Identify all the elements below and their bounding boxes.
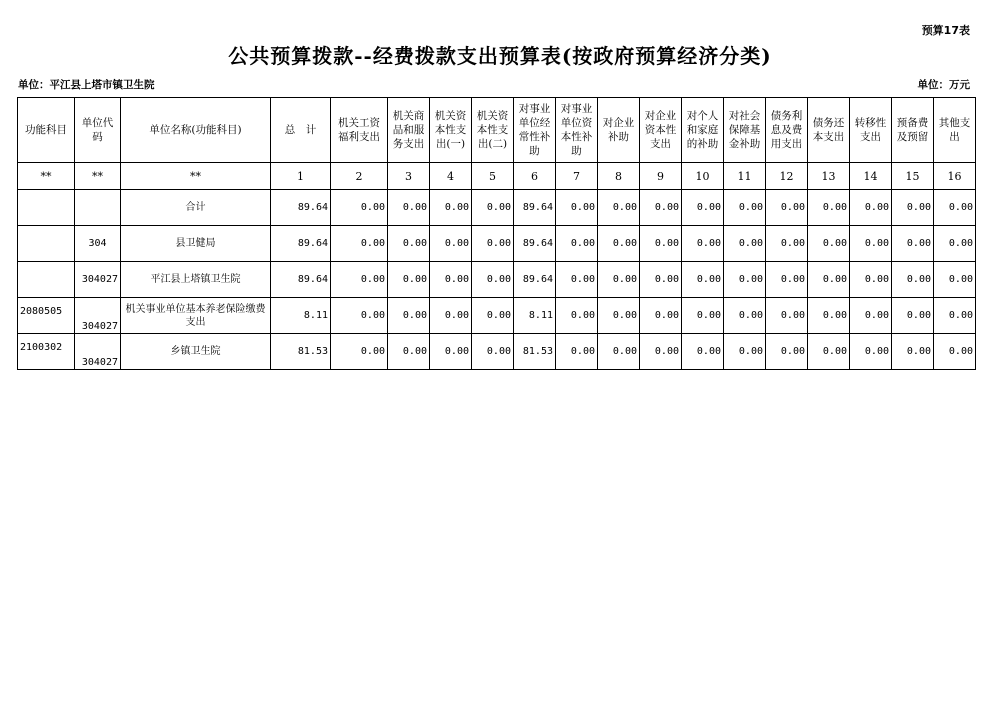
col-header: 总 计 xyxy=(271,98,331,163)
value-cell: 0.00 xyxy=(598,226,640,262)
value-cell: 0.00 xyxy=(331,190,388,226)
col-header: 对社会保障基金补助 xyxy=(724,98,766,163)
value-cell: 0.00 xyxy=(808,298,850,334)
value-cell: 0.00 xyxy=(640,262,682,298)
value-cell: 0.00 xyxy=(934,298,976,334)
value-cell: 0.00 xyxy=(892,190,934,226)
value-cell: 0.00 xyxy=(892,226,934,262)
value-cell: 0.00 xyxy=(724,334,766,370)
value-cell: 0.00 xyxy=(850,262,892,298)
value-cell: 0.00 xyxy=(640,190,682,226)
budget-table xyxy=(17,97,976,370)
col-header: 债务利息及费用支出 xyxy=(766,98,808,163)
value-cell: 0.00 xyxy=(331,334,388,370)
unit-code-cell: 304027 xyxy=(75,298,121,334)
func-code-cell xyxy=(18,190,75,226)
col-header: 对企业资本性支出 xyxy=(640,98,682,163)
func-code-cell xyxy=(18,262,75,298)
value-cell: 0.00 xyxy=(934,226,976,262)
index-cell: 4 xyxy=(430,163,472,190)
value-cell: 0.00 xyxy=(808,334,850,370)
value-cell: 0.00 xyxy=(331,262,388,298)
index-row xyxy=(18,163,976,190)
value-cell: 0.00 xyxy=(388,190,430,226)
value-cell: 0.00 xyxy=(430,226,472,262)
value-cell: 0.00 xyxy=(331,298,388,334)
value-cell: 0.00 xyxy=(724,262,766,298)
index-cell: ** xyxy=(18,163,75,190)
value-cell: 0.00 xyxy=(430,334,472,370)
value-cell: 8.11 xyxy=(271,298,331,334)
value-cell: 0.00 xyxy=(640,226,682,262)
index-cell: 2 xyxy=(331,163,388,190)
unit-name-cell: 平江县上塔镇卫生院 xyxy=(121,262,271,298)
table-row xyxy=(18,334,976,370)
value-cell: 0.00 xyxy=(598,298,640,334)
value-cell: 0.00 xyxy=(388,334,430,370)
col-header: 单位名称(功能科目) xyxy=(121,98,271,163)
value-cell: 0.00 xyxy=(472,334,514,370)
value-cell: 0.00 xyxy=(808,190,850,226)
unit-name-cell: 乡镇卫生院 xyxy=(121,334,271,370)
value-cell: 0.00 xyxy=(472,298,514,334)
value-cell: 0.00 xyxy=(682,226,724,262)
col-header: 预备费及预留 xyxy=(892,98,934,163)
index-cell: 7 xyxy=(556,163,598,190)
func-code-cell: 2080505 xyxy=(18,298,75,334)
unit-code-cell: 304027 xyxy=(75,334,121,370)
value-cell: 0.00 xyxy=(892,334,934,370)
unit-code-cell: 304 xyxy=(75,226,121,262)
form-number: 预算17表 xyxy=(921,24,970,37)
value-cell: 0.00 xyxy=(682,298,724,334)
value-cell: 0.00 xyxy=(766,262,808,298)
value-cell: 0.00 xyxy=(430,298,472,334)
col-header: 对个人和家庭的补助 xyxy=(682,98,724,163)
value-cell: 0.00 xyxy=(472,190,514,226)
value-cell: 0.00 xyxy=(472,262,514,298)
value-cell: 0.00 xyxy=(640,334,682,370)
value-cell: 0.00 xyxy=(388,298,430,334)
col-header: 对事业单位资本性补助 xyxy=(556,98,598,163)
value-cell: 0.00 xyxy=(934,190,976,226)
index-cell: 16 xyxy=(934,163,976,190)
table-row xyxy=(18,262,976,298)
value-cell: 0.00 xyxy=(724,226,766,262)
index-cell: 10 xyxy=(682,163,724,190)
col-header: 对企业补助 xyxy=(598,98,640,163)
value-cell: 81.53 xyxy=(514,334,556,370)
index-cell: 15 xyxy=(892,163,934,190)
unit-organization: 单位：平江县上塔市镇卫生院 xyxy=(18,79,155,91)
value-cell: 0.00 xyxy=(682,262,724,298)
value-cell: 0.00 xyxy=(556,190,598,226)
value-cell: 0.00 xyxy=(430,190,472,226)
value-cell: 0.00 xyxy=(388,226,430,262)
col-header: 功能科目 xyxy=(18,98,75,163)
col-header: 机关商品和服务支出 xyxy=(388,98,430,163)
index-cell: 13 xyxy=(808,163,850,190)
unit-code-cell: 304027 xyxy=(75,262,121,298)
index-cell: 8 xyxy=(598,163,640,190)
value-cell: 0.00 xyxy=(388,262,430,298)
value-cell: 0.00 xyxy=(850,190,892,226)
value-cell: 89.64 xyxy=(271,226,331,262)
col-header: 机关工资福利支出 xyxy=(331,98,388,163)
value-cell: 0.00 xyxy=(766,334,808,370)
value-cell: 0.00 xyxy=(892,298,934,334)
unit-currency: 单位：万元 xyxy=(917,79,970,91)
value-cell: 0.00 xyxy=(556,262,598,298)
table-row xyxy=(18,298,976,334)
unit-name-cell: 县卫健局 xyxy=(121,226,271,262)
col-header: 机关资本性支出(一) xyxy=(430,98,472,163)
unit-code-cell xyxy=(75,190,121,226)
func-code-cell xyxy=(18,226,75,262)
value-cell: 0.00 xyxy=(682,190,724,226)
value-cell: 0.00 xyxy=(934,262,976,298)
col-header: 其他支出 xyxy=(934,98,976,163)
index-cell: ** xyxy=(121,163,271,190)
func-code-cell: 2100302 xyxy=(18,334,75,370)
value-cell: 0.00 xyxy=(808,226,850,262)
value-cell: 0.00 xyxy=(640,298,682,334)
value-cell: 0.00 xyxy=(850,334,892,370)
col-header: 对事业单位经常性补助 xyxy=(514,98,556,163)
value-cell: 89.64 xyxy=(271,262,331,298)
unit-name-cell: 机关事业单位基本养老保险缴费支出 xyxy=(121,298,271,334)
value-cell: 89.64 xyxy=(271,190,331,226)
value-cell: 81.53 xyxy=(271,334,331,370)
value-cell: 0.00 xyxy=(766,298,808,334)
index-cell: 11 xyxy=(724,163,766,190)
value-cell: 0.00 xyxy=(598,190,640,226)
col-header: 机关资本性支出(二) xyxy=(472,98,514,163)
value-cell: 89.64 xyxy=(514,190,556,226)
value-cell: 0.00 xyxy=(808,262,850,298)
index-cell: 6 xyxy=(514,163,556,190)
col-header: 单位代码 xyxy=(75,98,121,163)
index-cell: 5 xyxy=(472,163,514,190)
col-header: 债务还本支出 xyxy=(808,98,850,163)
index-cell: 14 xyxy=(850,163,892,190)
value-cell: 0.00 xyxy=(850,298,892,334)
value-cell: 8.11 xyxy=(514,298,556,334)
table-row xyxy=(18,226,976,262)
value-cell: 0.00 xyxy=(850,226,892,262)
page-title: 公共预算拨款--经费拨款支出预算表(按政府预算经济分类) xyxy=(228,44,772,68)
header-row xyxy=(18,98,976,163)
index-cell: 9 xyxy=(640,163,682,190)
value-cell: 0.00 xyxy=(892,262,934,298)
table-row xyxy=(18,190,976,226)
index-cell: ** xyxy=(75,163,121,190)
value-cell: 89.64 xyxy=(514,262,556,298)
value-cell: 0.00 xyxy=(556,226,598,262)
value-cell: 0.00 xyxy=(766,190,808,226)
value-cell: 0.00 xyxy=(472,226,514,262)
value-cell: 0.00 xyxy=(598,262,640,298)
value-cell: 0.00 xyxy=(598,334,640,370)
unit-name-cell: 合计 xyxy=(121,190,271,226)
value-cell: 0.00 xyxy=(724,298,766,334)
value-cell: 0.00 xyxy=(934,334,976,370)
index-cell: 3 xyxy=(388,163,430,190)
value-cell: 0.00 xyxy=(766,226,808,262)
index-cell: 1 xyxy=(271,163,331,190)
value-cell: 0.00 xyxy=(331,226,388,262)
value-cell: 0.00 xyxy=(430,262,472,298)
value-cell: 0.00 xyxy=(682,334,724,370)
col-header: 转移性支出 xyxy=(850,98,892,163)
value-cell: 89.64 xyxy=(514,226,556,262)
value-cell: 0.00 xyxy=(556,334,598,370)
value-cell: 0.00 xyxy=(724,190,766,226)
index-cell: 12 xyxy=(766,163,808,190)
value-cell: 0.00 xyxy=(556,298,598,334)
